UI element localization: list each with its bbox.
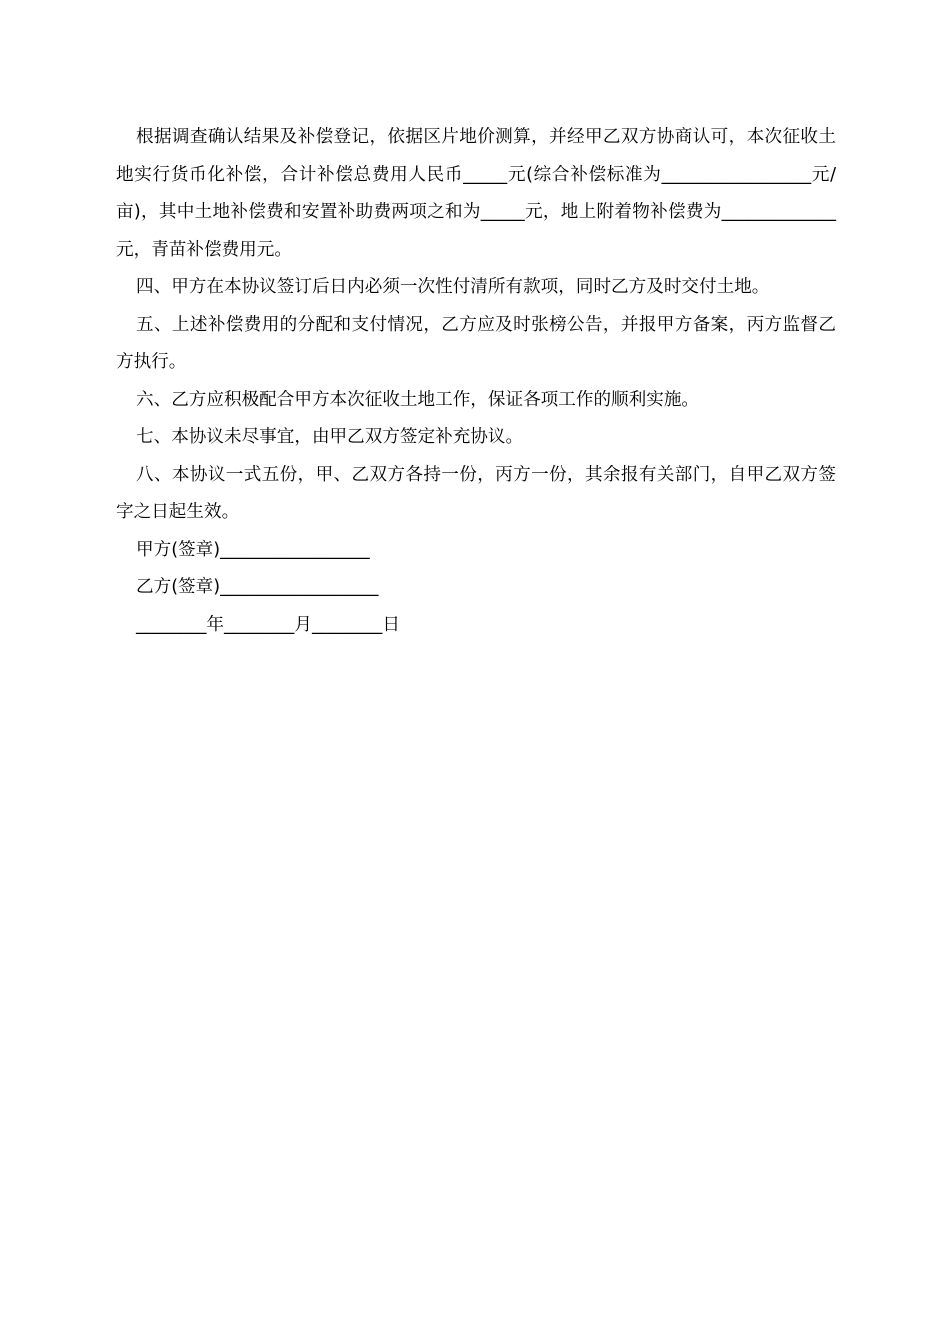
party-b-signature: 乙方(签章)__________________ [136, 577, 379, 597]
clause-five: 五、上述补偿费用的分配和支付情况，乙方应及时张榜公告，并报甲方备案，丙方监督乙方执行。 [116, 314, 836, 372]
document-body [116, 119, 836, 644]
signing-date: ________年________月________日 [136, 614, 400, 635]
party-a-signature: 甲方(签章)_________________ [136, 539, 370, 560]
clause-four: 四、甲方在本协议签订后日内必须一次性付清所有款项，同时乙方及时交付土地。 [136, 277, 770, 297]
clause-six: 六、乙方应积极配合甲方本次征收土地工作，保证各项工作的顺利实施。 [136, 389, 700, 410]
clause-eight: 八、本协议一式五份，甲、乙双方各持一份，丙方一份，其余报有关部门，自甲乙双方签字之日起生效。 [116, 464, 836, 522]
clause-seven: 七、本协议未尽事宜，由甲乙双方签定补充协议。 [136, 427, 524, 447]
compensation-paragraph: 根据调查确认结果及补偿登记，依据区片地价测算，并经甲乙双方协商认可，本次征收土地实行货币化补偿，合计补偿总费用人民币_____元(综合补偿标准为_________________元/亩)，其中土地补偿费和安置补助费两项之和为_____元，地上附着物补偿费为_____________元，青苗补偿费用元。 [116, 127, 836, 260]
